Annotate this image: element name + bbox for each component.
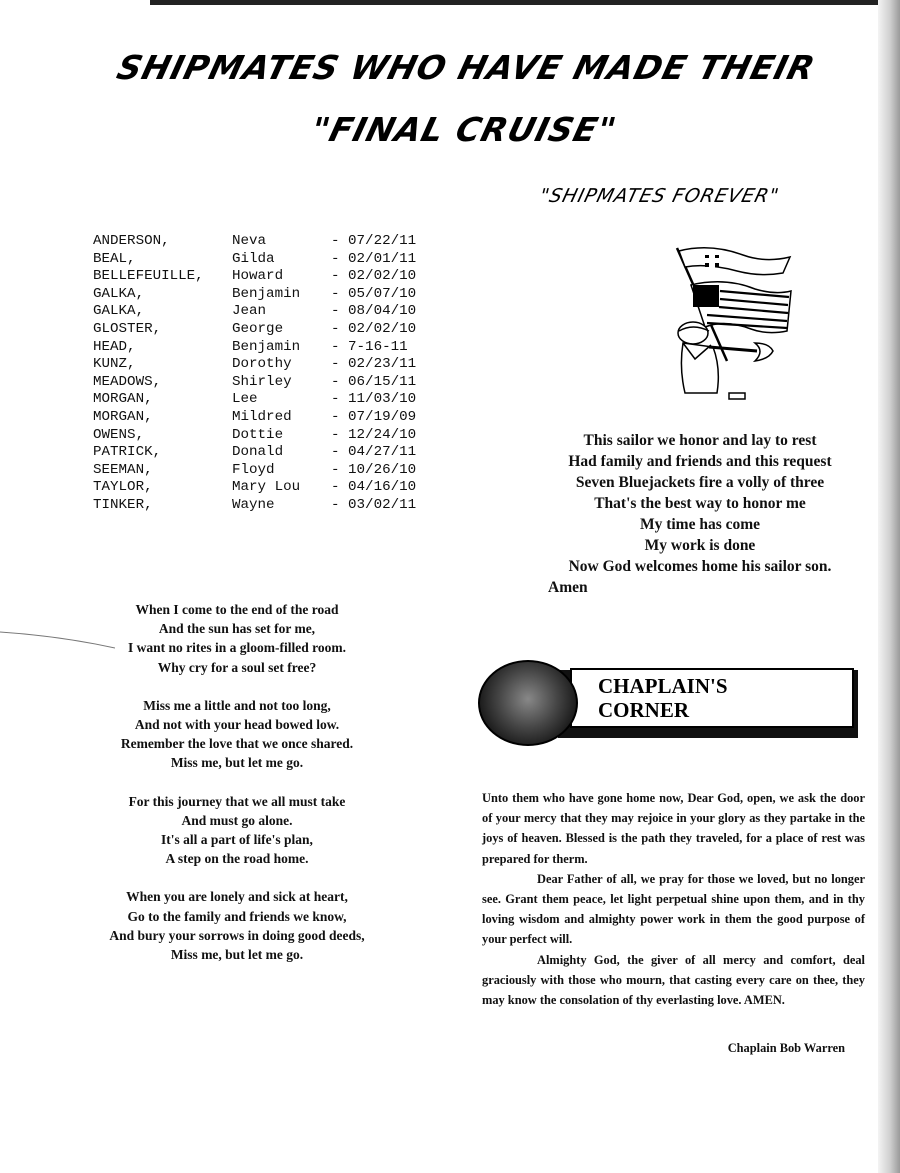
roster-date: - 10/26/10 — [331, 461, 417, 478]
sailor-poem — [530, 430, 870, 598]
poem-line: Amen — [548, 579, 588, 596]
poem-line: Miss me a little and not too long, — [143, 697, 331, 713]
sailor-bugler-with-flags-icon — [665, 243, 795, 408]
roster-date: - 02/02/10 — [331, 268, 417, 285]
roster-first-name: Mary Lou — [232, 479, 301, 496]
roster-date: - 07/22/11 — [331, 233, 417, 249]
poem-line: That's the best way to honor me — [594, 495, 806, 512]
roster-first-name: Neva — [232, 233, 267, 249]
roster-last-name: TINKER, — [93, 496, 153, 513]
banner-title — [598, 674, 728, 722]
roster-first-name: Shirley — [232, 373, 292, 390]
poem-line: Miss me, but let me go. — [170, 755, 304, 771]
poem-stanza — [82, 887, 392, 964]
page-subtitle: "SHIPMATES FOREVER" — [537, 185, 782, 207]
poem-line: Seven Bluejackets fire a volly of three — [575, 474, 825, 491]
roster-last-name: ANDERSON, — [93, 233, 170, 249]
roster-date: - 7-16-11 — [331, 338, 408, 355]
roster-date: - 04/27/11 — [331, 444, 417, 461]
roster-first-name: Benjamin — [232, 338, 301, 355]
poem-line: When you are lonely and sick at heart, — [126, 889, 348, 905]
poem-line: I want no rites in a gloom-filled room. — [128, 640, 346, 656]
roster-last-name: MORGAN, — [93, 408, 153, 425]
roster-date: - 07/19/09 — [331, 408, 417, 425]
poem-line: A step on the road home. — [165, 851, 309, 867]
roster-first-name: Gilda — [232, 250, 275, 267]
poem-stanza — [82, 600, 392, 677]
roster-date: - 05/07/10 — [331, 285, 417, 302]
roster-date: - 06/15/11 — [331, 373, 417, 390]
roster-first-name: Howard — [232, 268, 284, 285]
poem-line: Had family and friends and this request — [568, 453, 832, 470]
banner-label — [570, 668, 854, 728]
poem-line: And not with your head bowed low. — [134, 717, 340, 733]
roster-last-name: MEADOWS, — [93, 373, 162, 390]
poem-line: Why cry for a soul set free? — [157, 659, 317, 675]
poem-line: For this journey that we all must take — [128, 793, 346, 809]
roster-last-name: PATRICK, — [93, 444, 162, 461]
miss-me-poem — [82, 600, 392, 983]
prayer-paragraph: Unto them who have gone home now, Dear God, open, we ask the door of your mercy that they may rejoice in your glory as they partake in the joys of heaven. Blessed is the path they traveled, for a place of rest was prepared for therm. — [482, 791, 865, 866]
roster-date: - 12/24/10 — [331, 426, 417, 443]
roster-date: - 04/16/10 — [331, 479, 417, 496]
poem-line: Remember the love that we once shared. — [120, 736, 354, 752]
top-edge-rule — [150, 0, 900, 5]
roster-first-name: Dorothy — [232, 356, 292, 373]
chaplain-signature: Chaplain Bob Warren — [727, 1041, 845, 1055]
prayer-paragraph: Almighty God, the giver of all mercy and comfort, deal graciously with those who mourn, that casting every care on thee, they may know the consolation of thy everlasting love. AMEN. — [482, 952, 865, 1008]
roster-date: - 08/04/10 — [331, 303, 417, 320]
roster-first-name: Lee — [232, 391, 258, 408]
poem-line: When I come to the end of the road — [135, 602, 339, 617]
roster-last-name: BEAL, — [93, 250, 136, 267]
poem-line: And the sun has set for me, — [158, 621, 316, 637]
roster-last-name: TAYLOR, — [93, 479, 153, 496]
page-edge-shadow — [878, 0, 900, 1173]
poem-stanza — [82, 696, 392, 773]
roster-last-name: HEAD, — [93, 338, 136, 355]
roster-date: - 02/23/11 — [331, 356, 417, 373]
poem-line: It's all a part of life's plan, — [161, 832, 313, 848]
roster-last-name: GALKA, — [93, 285, 145, 302]
poem-line: And must go alone. — [181, 812, 293, 828]
poem-line: Miss me, but let me go. — [170, 947, 304, 963]
poem-line: My work is done — [644, 537, 756, 554]
chaplain-prayer — [482, 788, 865, 1010]
poem-line: Go to the family and friends we know, — [127, 908, 347, 924]
roster-last-name: GALKA, — [93, 303, 145, 320]
roster-first-name: Dottie — [232, 426, 284, 443]
prayer-paragraph: Dear Father of all, we pray for those we loved, but no longer see. Grant them peace, let light perpetual shine upon them, and in thy loving wisdom and almighty power work in them the good purpose of your perfect will. — [482, 871, 865, 947]
poem-stanza — [82, 792, 392, 869]
page-title-line1: SHIPMATES WHO HAVE MADE THEIR — [113, 48, 820, 87]
roster-first-name: Jean — [232, 303, 267, 320]
poem-line: Now God welcomes home his sailor son. — [568, 558, 832, 575]
roster-last-name: BELLEFEUILLE, — [93, 268, 204, 285]
roster-date: - 11/03/10 — [331, 391, 417, 408]
poem-line: And bury your sorrows in doing good deeds, — [109, 927, 365, 943]
roster-first-name: Floyd — [232, 461, 275, 478]
page-title-line2: "FINAL CRUISE" — [307, 110, 621, 149]
roster-last-name: SEEMAN, — [93, 461, 153, 478]
roster-last-name: MORGAN, — [93, 391, 153, 408]
roster-first-name: Donald — [232, 444, 284, 461]
roster-date: - 02/02/10 — [331, 320, 417, 337]
banner-title-line1: CHAPLAIN'S — [598, 674, 728, 698]
roster-last-name: GLOSTER, — [93, 320, 162, 337]
roster-last-name: KUNZ, — [93, 356, 136, 373]
poem-line: This sailor we honor and lay to rest — [583, 432, 817, 449]
roster-last-name: OWENS, — [93, 426, 145, 443]
roster-first-name: Mildred — [232, 408, 292, 425]
poem-line: My time has come — [639, 516, 761, 533]
roster-first-name: Benjamin — [232, 285, 301, 302]
chaplains-corner-banner — [478, 660, 860, 742]
roster-date: - 02/01/11 — [331, 250, 417, 267]
banner-title-line2: CORNER — [598, 698, 690, 722]
roster-first-name: Wayne — [232, 496, 275, 513]
roster-first-name: George — [232, 320, 284, 337]
chaplain-portrait-icon — [478, 660, 578, 746]
roster-date: - 03/02/11 — [331, 496, 417, 513]
